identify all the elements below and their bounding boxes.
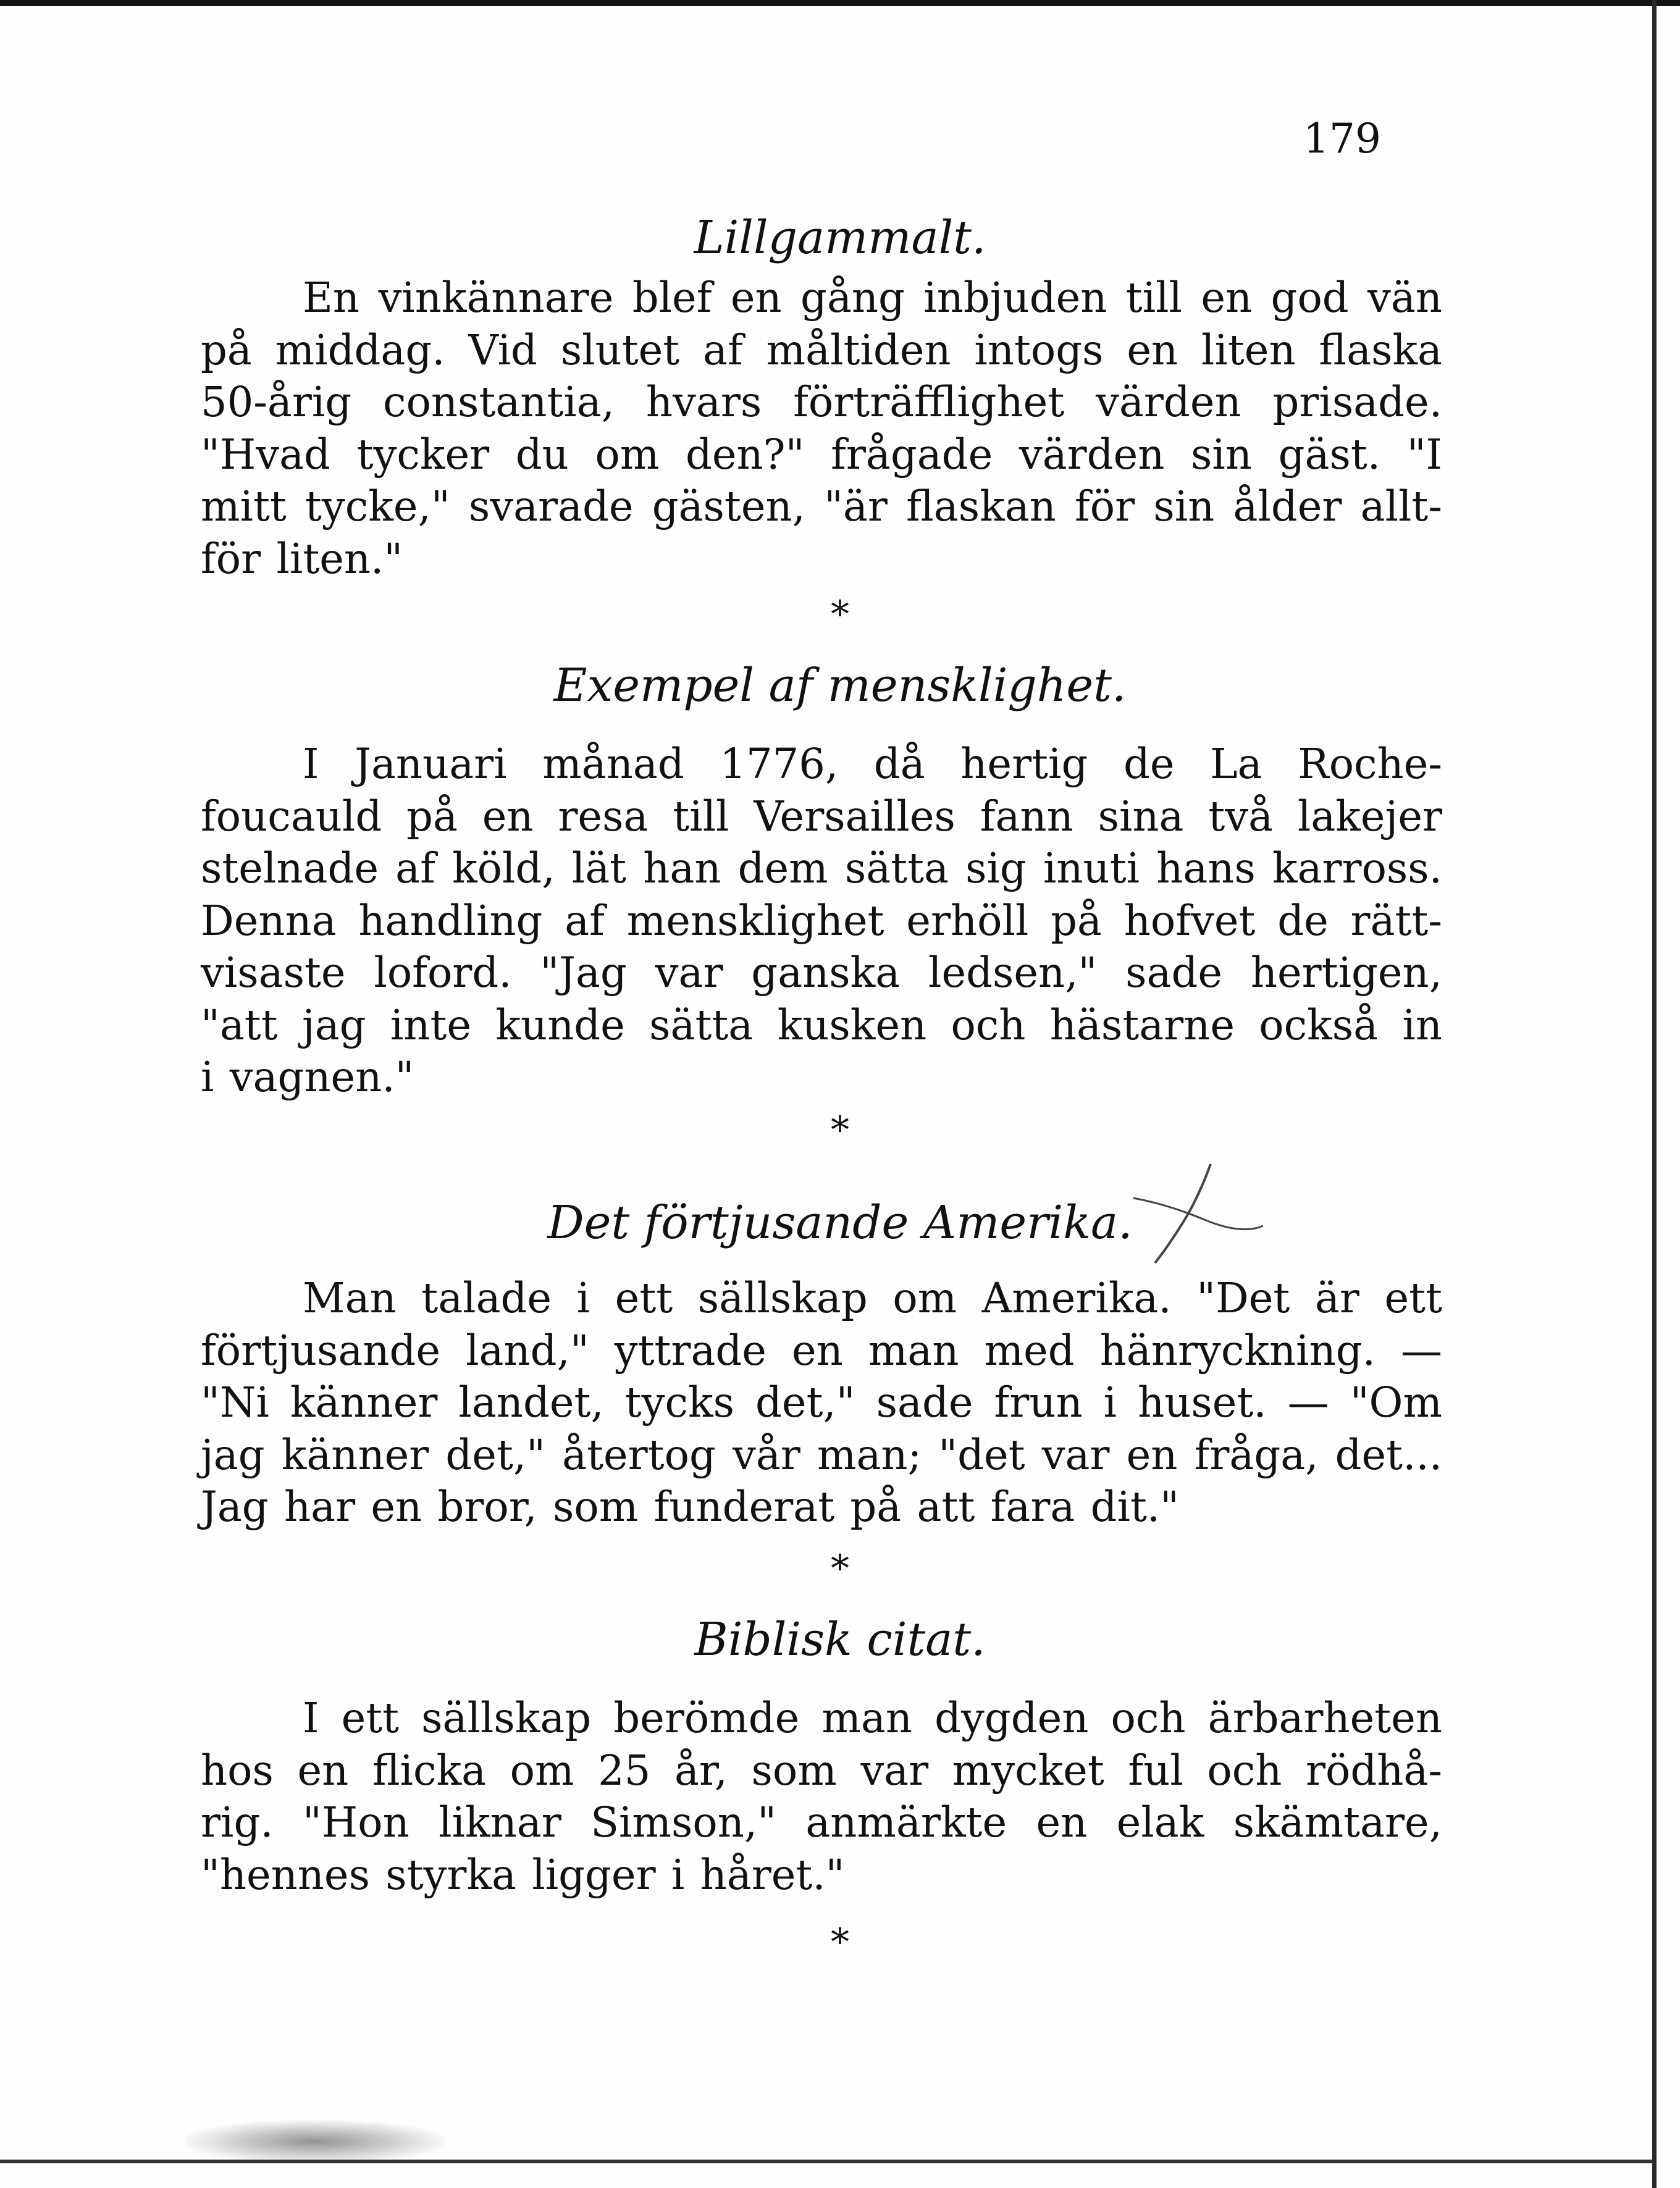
text-line: "att jag inte kunde sätta kusken och hästarne också in bbox=[201, 1000, 1442, 1049]
section-title-biblisk-citat: Biblisk citat. bbox=[694, 1613, 986, 1666]
text-line: "Hvad tycker du om den?" frågade värden sin gäst. "I bbox=[201, 430, 1442, 479]
section-title-exempel-af-mensklighet: Exempel af mensklighet. bbox=[553, 659, 1127, 712]
text-line: förtjusande land," yttrade en man med hänryckning. — bbox=[201, 1326, 1442, 1375]
text-line: En vinkännare blef en gång inbjuden till en god vän bbox=[303, 274, 1442, 322]
text-line: Jag har en bror, som funderat på att fara dit." bbox=[201, 1483, 1180, 1531]
section-text-biblisk-citat bbox=[201, 1692, 1442, 1901]
text-line: hos en flicka om 25 år, som var mycket ful och rödhå- bbox=[201, 1746, 1442, 1795]
text-line: i vagnen." bbox=[201, 1053, 414, 1101]
section-separator: * bbox=[831, 1547, 849, 1590]
text-line: foucauld på en resa till Versailles fann sina två lakejer bbox=[201, 792, 1442, 840]
text-line: för liten." bbox=[201, 534, 403, 583]
text-line: Man talade i ett sällskap om Amerika. "Det är ett bbox=[303, 1274, 1442, 1322]
text-line: jag känner det," återtog vår man; "det var en fråga, det... bbox=[201, 1430, 1442, 1479]
text-line: rig. "Hon liknar Simson," anmärkte en elak skämtare, bbox=[201, 1798, 1442, 1846]
text-line: I Januari månad 1776, då hertig de La Roche- bbox=[303, 740, 1442, 788]
text-line: I ett sällskap berömde man dygden och ärbarheten bbox=[303, 1694, 1442, 1742]
scan-edge-right bbox=[1652, 0, 1657, 2188]
text-line: 50-årig constantia, hvars förträfflighet värden prisade. bbox=[201, 378, 1442, 426]
text-line: Denna handling af mensklighet erhöll på hofvet de rätt- bbox=[201, 896, 1442, 945]
text-line: stelnade af köld, lät han dem sätta sig inuti hans karross. bbox=[201, 844, 1442, 892]
text-line: visaste loford. "Jag var ganska ledsen," sade hertigen, bbox=[201, 949, 1442, 997]
text-line: mitt tycke," svarade gästen, "är flaskan för sin ålder allt- bbox=[201, 482, 1442, 530]
page-number: 179 bbox=[1303, 115, 1381, 162]
text-line: på middag. Vid slutet af måltiden intogs en liten flaska bbox=[201, 325, 1442, 374]
scan-edge-top bbox=[0, 0, 1680, 6]
section-separator: * bbox=[831, 593, 849, 636]
section-title-lillgammalt: Lillgammalt. bbox=[694, 211, 986, 264]
section-text-det-fortjusande-amerika bbox=[201, 1272, 1442, 1533]
section-text-exempel-af-mensklighet bbox=[201, 738, 1442, 1104]
section-title-det-fortjusande-amerika: Det förtjusande Amerika. bbox=[547, 1196, 1133, 1249]
text-line: "Ni känner landet, tycks det," sade frun i huset. — "Om bbox=[201, 1378, 1442, 1427]
handwritten-cross-mark bbox=[1130, 1161, 1266, 1266]
section-text-lillgammalt bbox=[201, 272, 1442, 585]
ink-smudge bbox=[185, 2120, 445, 2163]
text-line: "hennes styrka ligger i håret." bbox=[201, 1850, 845, 1899]
section-separator: * bbox=[831, 1921, 849, 1964]
section-separator: * bbox=[831, 1109, 849, 1152]
